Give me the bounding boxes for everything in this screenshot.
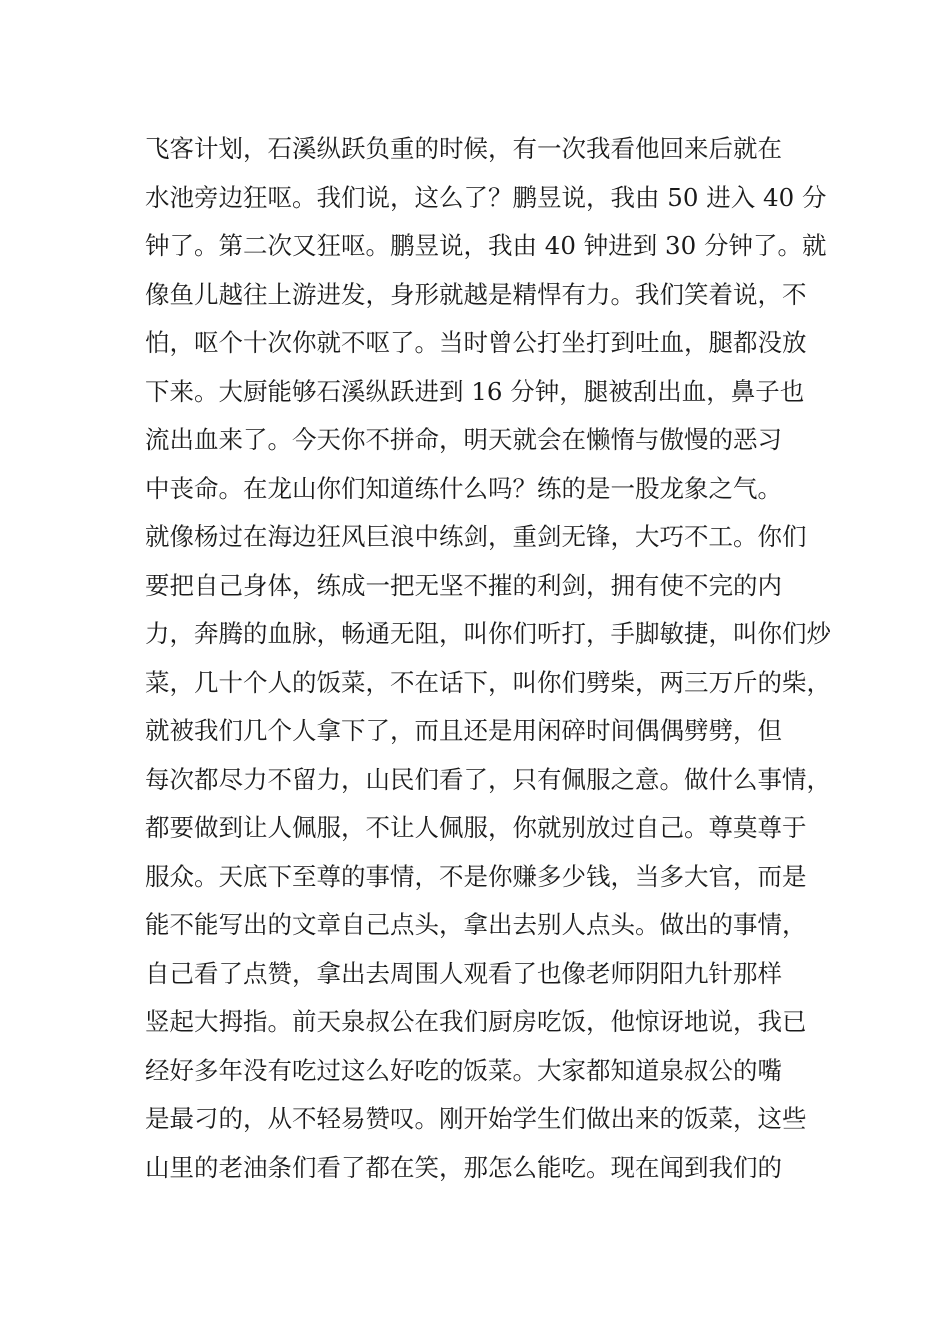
- text-line: 竖起大拇指。前天泉叔公在我们厨房吃饭，他惊讶地说，我已: [145, 1007, 807, 1036]
- text-line: 能不能写出的文章自己点头，拿出去别人点头。做出的事情，: [145, 910, 807, 939]
- text-line: 要把自己身体，练成一把无坚不摧的利剑，拥有使不完的内: [145, 570, 782, 600]
- text-line: 就像杨过在海边狂风巨浪中练剑，重剑无锋，大巧不工。你们: [145, 522, 807, 551]
- text-line: 每次都尽力不留力，山民们看了，只有佩服之意。做什么事情，: [145, 764, 831, 794]
- text-line: 力，奔腾的血脉，畅通无阻，叫你们听打，手脚敏捷，叫你们炒: [145, 619, 831, 648]
- text-line: 下来。大厨能够石溪纵跃进到 16 分钟，腿被刮出血，鼻子也: [145, 376, 805, 406]
- text-line: 服众。天底下至尊的事情，不是你赚多少钱，当多大官，而是: [145, 861, 807, 891]
- text-line: 流出血来了。今天你不拼命，明天就会在懒惰与傲慢的恶习: [145, 425, 782, 454]
- text-line: 中丧命。在龙山你们知道练什么吗？练的是一股龙象之气。: [145, 473, 782, 503]
- text-line: 钟了。第二次又狂呕。鹏昱说，我由 40 钟进到 30 分钟了。就: [145, 231, 827, 260]
- body-text: [145, 125, 831, 1192]
- text-line: 菜，几十个人的饭菜，不在话下，叫你们劈柴，两三万斤的柴，: [145, 667, 831, 697]
- text-line: 经好多年没有吃过这么好吃的饭菜。大家都知道泉叔公的嘴: [145, 1055, 782, 1085]
- text-line: 怕，呕个十次你就不呕了。当时曾公打坐打到吐血，腿都没放: [145, 328, 807, 357]
- text-line: 就被我们几个人拿下了，而且还是用闲碎时间偶偶劈劈，但: [145, 716, 782, 745]
- text-line: 是最刁的，从不轻易赞叹。刚开始学生们做出来的饭菜，这些: [145, 1104, 807, 1133]
- text-line: 都要做到让人佩服，不让人佩服，你就别放过自己。尊莫尊于: [145, 813, 807, 842]
- text-line: 自己看了点赞，拿出去周围人观看了也像老师阴阳九针那样: [145, 958, 782, 988]
- text-line: 像鱼儿越往上游进发，身形就越是精悍有力。我们笑着说，不: [145, 279, 807, 309]
- text-line: 山里的老油条们看了都在笑，那怎么能吃。现在闻到我们的: [145, 1152, 782, 1182]
- text-line: 飞客计划，石溪纵跃负重的时候，有一次我看他回来后就在: [145, 134, 782, 163]
- text-line: 水池旁边狂呕。我们说，这么了？鹏昱说，我由 50 进入 40 分: [145, 182, 827, 212]
